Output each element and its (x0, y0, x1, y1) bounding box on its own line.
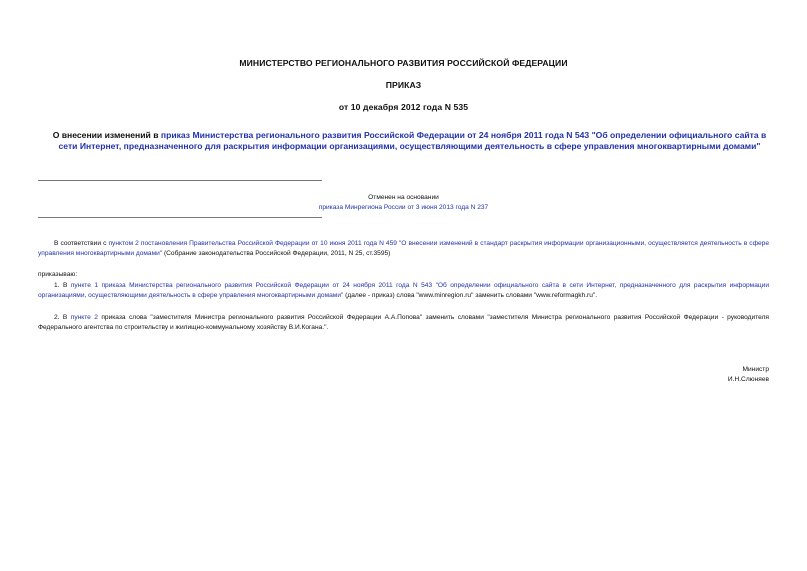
preamble-decree-link[interactable]: пунктом 2 постановления Правительства Российской Федерации от 10 июня 2011 года N 459 "О внесении изменений в стандарт раскрытия информации организационными, осуществляется деятельность в сфере управления многоквартирными домами" (38, 240, 770, 257)
annulment-link-line (0, 204, 807, 211)
title-order-link[interactable]: приказ Министерства регионального развития Российской Федерации от 24 ноября 2011 года N 543 "Об определении официального сайта в сети Интернет, предназначенного для раскрытия информации организациями, осуществляющими деятельность в сфере управления многоквартирными домами" (58, 130, 767, 151)
signature-block (728, 365, 769, 385)
item-2-point-link[interactable]: пункте 2 (70, 314, 98, 321)
title-prefix: О внесении изменений в (52, 130, 161, 140)
annulment-order-link[interactable]: приказа Минрегиона России от 3 июня 2013 года N 237 (318, 204, 489, 211)
item-1-text-start: 1. В (54, 282, 71, 289)
annulment-note: Отменен на основании (368, 194, 439, 201)
signer-position: Министр (742, 366, 769, 373)
document-type: ПРИКАЗ (385, 80, 422, 90)
ministry-heading: МИНИСТЕРСТВО РЕГИОНАЛЬНОГО РАЗВИТИЯ РОССИЙСКОЙ ФЕДЕРАЦИИ (239, 58, 568, 68)
item-2-text-start: 2. В (54, 314, 71, 321)
document-date-number: от 10 декабря 2012 года N 535 (338, 102, 469, 112)
item-1-order-link[interactable]: пункте 1 приказа Министерства регионального развития Российской Федерации от 24 ноября 2011 года N 543 "Об определении официального сайта в сети Интернет, предназначенного для раскрытия информации организациями, осуществляющими деятельность в сфере управления многоквартирными домами" (38, 282, 770, 299)
order-word: приказываю: (38, 271, 78, 278)
item-1-paragraph (38, 281, 769, 301)
preamble-text-end: (Собрание законодательства Российской Федерации, 2011, N 25, ст.3595) (162, 250, 391, 257)
preamble-text-start: В соответствии с (54, 240, 109, 247)
item-2-text-end: приказа слова "заместителя Министра регионального развития Российской Федерации А.А.Попова" заменить словами "заместителя Министра регионального развития Российской Федерации - руководителя Федерального агентства по строительству и жилищно-коммунальному хозяйству В.И.Когана.". (38, 314, 769, 331)
bottom-divider (38, 217, 322, 218)
item-2-paragraph (38, 313, 769, 333)
top-divider (38, 180, 322, 181)
item-1-text-end: (далее - приказ) слова "www.minregion.ru" заменить словами "www.reformagkh.ru". (343, 292, 598, 299)
preamble-paragraph (38, 239, 769, 259)
document-title (52, 130, 767, 152)
signer-name: И.Н.Слюняев (727, 376, 769, 383)
